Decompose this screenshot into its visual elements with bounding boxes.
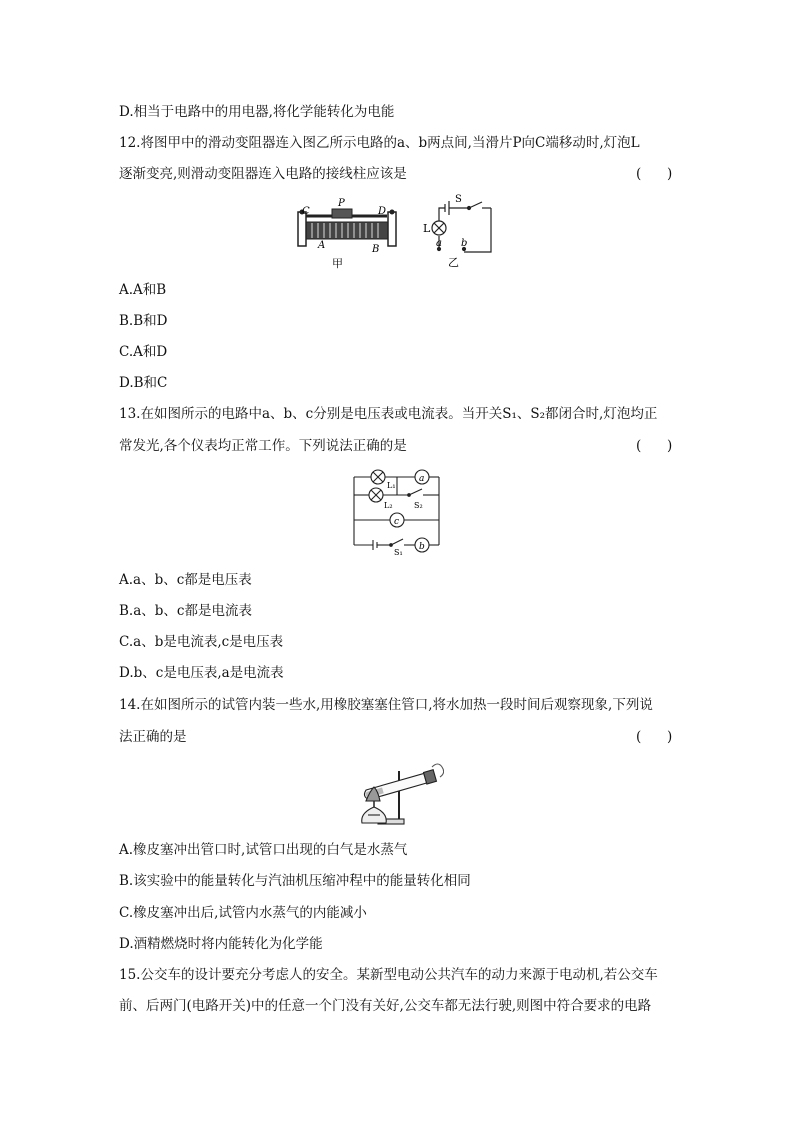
- label-l2: L₂: [384, 501, 393, 510]
- q13-option-a: A.a、b、c都是电压表: [119, 572, 252, 588]
- q13-option-d: D.b、c是电压表,a是电流表: [119, 665, 284, 681]
- q15-stem-line2: 前、后两门(电路开关)中的任意一个门没有关好,公交车都无法行驶,则图中符合要求的电路: [119, 998, 652, 1014]
- q12-option-a: A.A和B: [119, 282, 167, 298]
- caption-yi: 乙: [448, 256, 459, 269]
- meter-c-label: c: [394, 517, 400, 527]
- rheostat-diagram: [298, 198, 396, 270]
- q12-stem-line2: 逐渐变亮,则滑动变阻器连入电路的接线柱应该是: [119, 166, 407, 182]
- label-d: D: [378, 206, 387, 217]
- q13-option-b: B.a、b、c都是电流表: [119, 603, 252, 619]
- q13-figure: [347, 462, 447, 556]
- label-a: A: [318, 240, 326, 251]
- label-s2: S₂: [414, 501, 423, 510]
- q13-stem-line1: 13.在如图所示的电路中a、b、c分别是电压表或电流表。当开关S₁、S₂都闭合时,灯泡均正: [119, 406, 658, 422]
- q14-option-b: B.该实验中的能量转化与汽油机压缩冲程中的能量转化相同: [119, 873, 471, 889]
- label-s: S: [455, 194, 462, 205]
- q13-stem-line2: 常发光,各个仪表均正常工作。下列说法正确的是: [119, 438, 407, 454]
- q11-option-d: D.相当于电路中的用电器,将化学能转化为电能: [119, 104, 395, 120]
- q14-stem-line2: 法正确的是: [119, 729, 187, 745]
- label-c: C: [302, 206, 310, 217]
- q13-answer-paren: ( ): [636, 438, 673, 454]
- label-s1: S₁: [394, 548, 403, 556]
- slider-p: [332, 209, 352, 218]
- q14-answer-paren: ( ): [636, 729, 673, 745]
- q12-option-d: D.B和C: [119, 375, 168, 391]
- label-l: L: [423, 222, 431, 235]
- q12-option-b: B.B和D: [119, 313, 168, 329]
- meter-b-label: b: [419, 542, 425, 552]
- meter-a-label: a: [419, 474, 425, 484]
- q12-option-c: C.A和D: [119, 344, 168, 360]
- label-l1: L₁: [387, 481, 396, 490]
- q14-stem-line1: 14.在如图所示的试管内装一些水,用橡胶塞塞住管口,将水加热一段时间后观察现象,下列说: [119, 697, 653, 713]
- caption-jia: 甲: [332, 257, 343, 270]
- label-b: B: [372, 244, 380, 255]
- q14-option-d: D.酒精燃烧时将内能转化为化学能: [119, 936, 323, 952]
- label-a-point: a: [436, 238, 442, 249]
- q15-stem-line1: 15.公交车的设计要充分考虑人的安全。某新型电动公共汽车的动力来源于电动机,若公交车: [119, 967, 658, 983]
- label-b-point: b: [461, 238, 468, 249]
- q14-figure: [348, 757, 444, 829]
- label-p: P: [338, 198, 345, 209]
- q12-stem-line1: 12.将图甲中的滑动变阻器连入图乙所示电路的a、b两点间,当滑片P向C端移动时,灯泡L: [119, 135, 640, 151]
- q13-option-c: C.a、b是电流表,c是电压表: [119, 634, 284, 650]
- q12-figure: [292, 194, 502, 270]
- q14-option-a: A.橡皮塞冲出管口时,试管口出现的白气是水蒸气: [119, 842, 408, 858]
- q14-option-c: C.橡皮塞冲出后,试管内水蒸气的内能减小: [119, 905, 367, 921]
- q12-answer-paren: ( ): [636, 166, 673, 182]
